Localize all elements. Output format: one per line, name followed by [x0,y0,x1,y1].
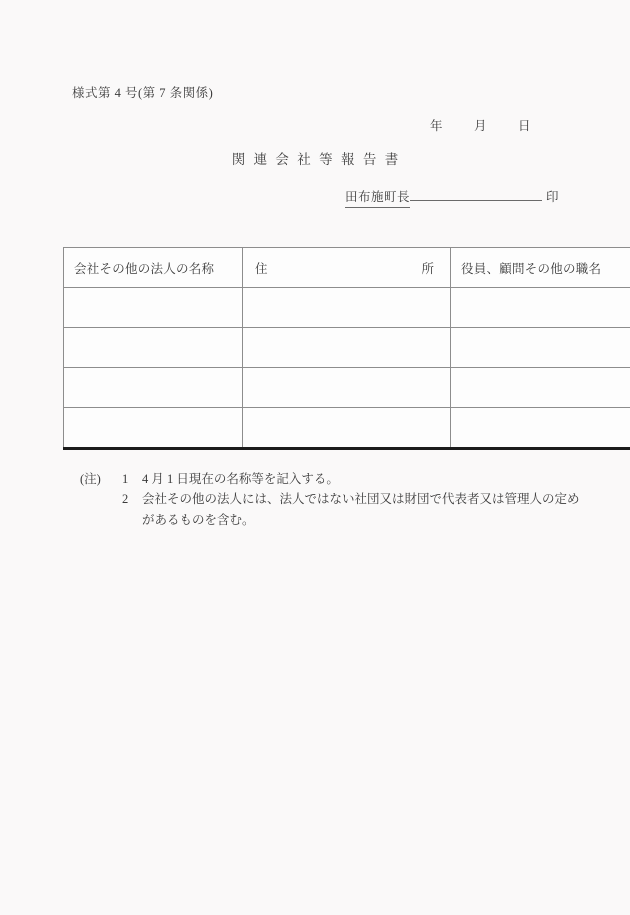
cell-position[interactable] [451,368,630,408]
column-header-address-label-right: 所 [421,261,434,276]
note-number: 1 [122,472,129,486]
notes-label: (注) [80,472,101,486]
note-number: 2 [122,492,129,507]
date-day-label: 日 [518,119,531,133]
column-header-position [451,248,630,288]
cell-position[interactable] [451,408,630,449]
column-header-address-label-left: 住 [255,261,268,276]
document-title: 関連会社等報告書 [231,152,407,167]
date-line [430,116,531,134]
note-text-continuation: があるものを含む。 [142,512,255,527]
cell-company-name[interactable] [64,328,243,368]
table-row [64,328,630,368]
seal-label: 印 [546,190,560,204]
column-header-company-name [64,248,243,288]
table-row [64,368,630,408]
note-text: 4 月 1 日現在の名称等を記入する。 [142,472,339,486]
form-number: 様式第 4 号(第 7 条関係) [72,86,214,100]
addressee-write-rule [410,198,542,201]
addressee-line [345,187,559,208]
related-companies-table [63,247,630,450]
note-text: 会社その他の法人には、法人ではない社団又は財団で代表者又は管理人の定め [142,492,580,507]
cell-address[interactable] [243,408,451,449]
addressee-recipient: 田布施町長 [345,187,410,208]
cell-company-name[interactable] [64,288,243,328]
related-companies-table-wrapper [63,247,602,450]
note-item [80,489,580,509]
column-header-company-name-label: 会社その他の法人の名称 [74,261,215,276]
note-item [80,469,580,489]
cell-address[interactable] [243,328,451,368]
table-header-row [64,248,630,288]
table-row [64,408,630,449]
cell-address[interactable] [243,288,451,328]
date-month-label: 月 [474,119,487,133]
column-header-address-inner [253,259,440,277]
column-header-address [243,248,451,288]
cell-company-name[interactable] [64,408,243,449]
cell-company-name[interactable] [64,368,243,408]
notes-section [80,469,580,530]
table-row [64,288,630,328]
cell-position[interactable] [451,288,630,328]
date-year-label: 年 [430,119,443,133]
column-header-position-label: 役員、顧問その他の職名 [461,261,602,276]
cell-address[interactable] [243,368,451,408]
cell-position[interactable] [451,328,630,368]
